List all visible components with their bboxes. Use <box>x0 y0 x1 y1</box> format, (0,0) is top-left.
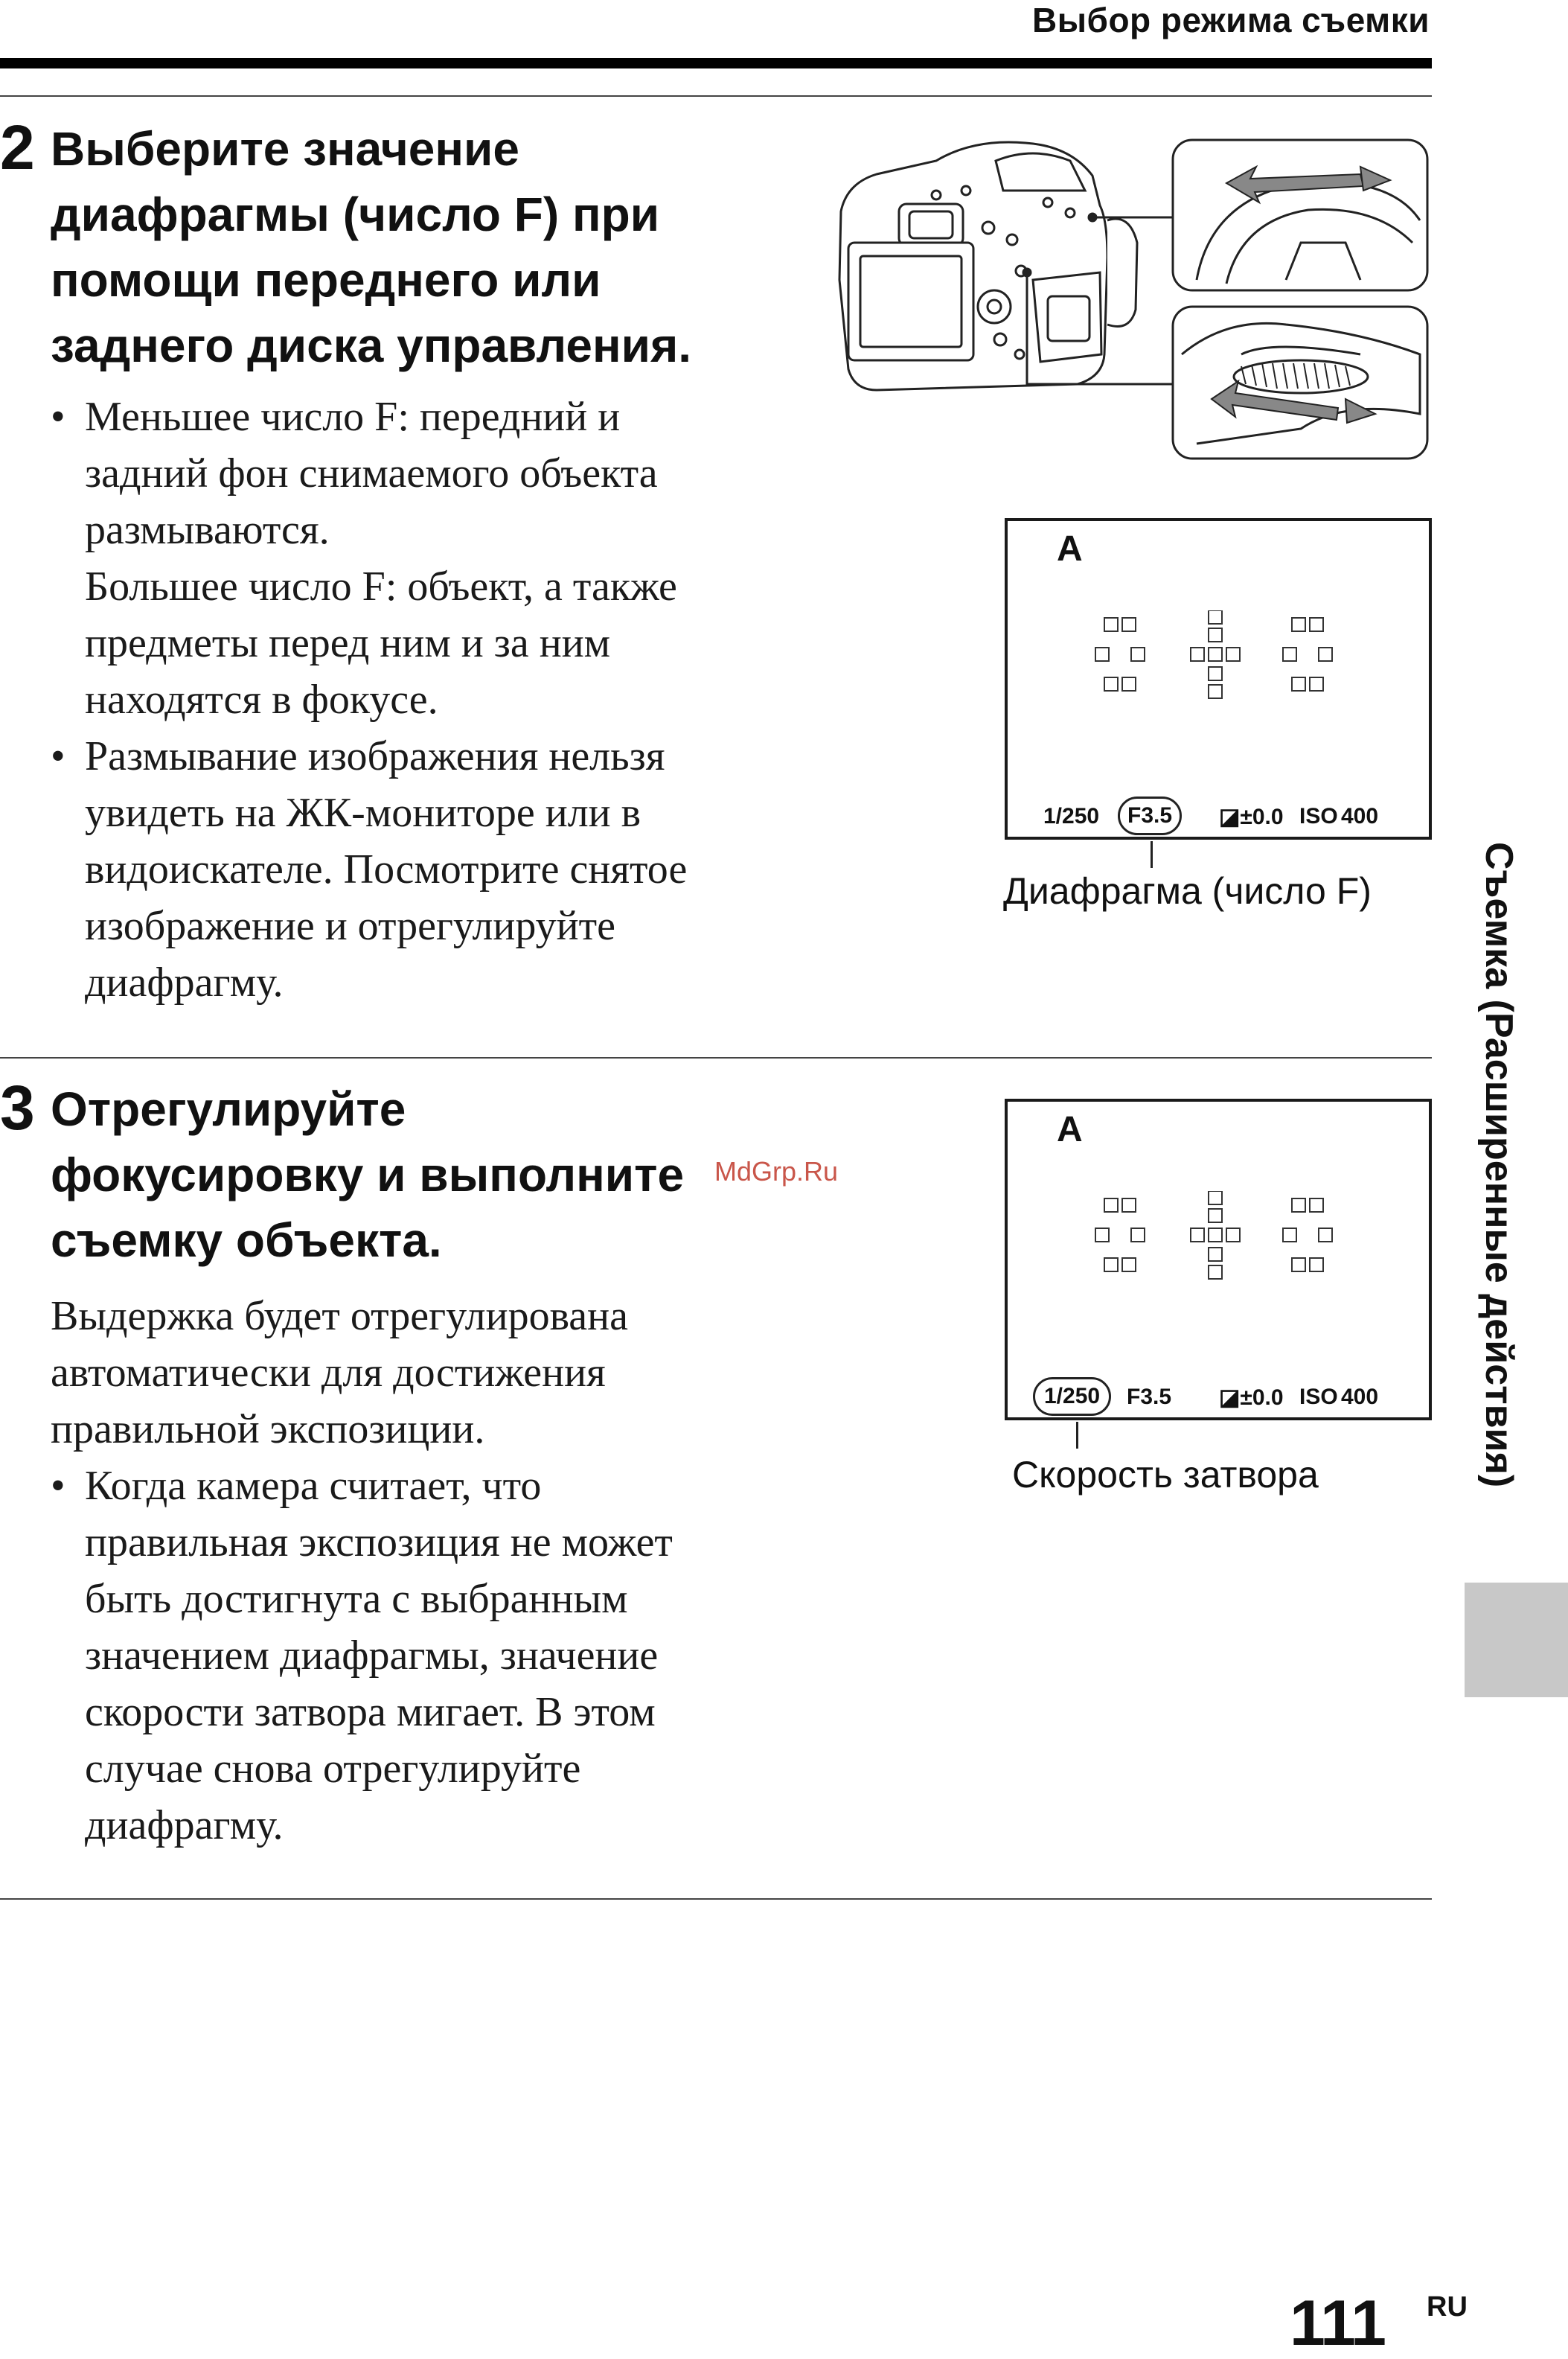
text-line: размываются. <box>85 507 330 553</box>
iso-value: 400 <box>1341 1385 1379 1409</box>
step-2-title <box>51 116 691 378</box>
step-2-body <box>51 389 839 1011</box>
text-line: автоматически для достижения <box>51 1350 606 1396</box>
exposure-comp <box>1219 804 1284 830</box>
section-divider-top <box>0 95 1432 97</box>
step-2-title-line: заднего диска управления. <box>51 319 692 372</box>
step-2-title-line: диафрагмы (число F) при <box>51 188 660 241</box>
watermark: MdGrp.Ru <box>714 1156 839 1187</box>
exposure-comp-value: ±0.0 <box>1240 1385 1284 1410</box>
bullet-item <box>51 728 839 1011</box>
exposure-comp-icon: ◪ <box>1219 1385 1241 1410</box>
page-language: RU <box>1427 2291 1468 2323</box>
step-3-title-line: Отрегулируйте <box>51 1082 406 1136</box>
text-line: правильной экспозиции. <box>51 1406 485 1452</box>
text-line: • Меньшее число F: передний и <box>85 394 621 440</box>
step-3-bullets <box>51 1458 839 1854</box>
caption-aperture: Диафрагма (число F) <box>1003 870 1372 912</box>
step-2-bullets <box>51 389 839 1011</box>
exposure-comp <box>1219 1385 1284 1411</box>
text-line: Выдержка будет отрегулирована <box>51 1293 628 1339</box>
text-line: видоискателе. Посмотрите снятое <box>85 846 688 893</box>
text-line: • Когда камера считает, что <box>85 1463 542 1509</box>
text-line: находятся в фокусе. <box>85 677 438 723</box>
callout-line <box>1151 841 1153 868</box>
text-line: Большее число F: объект, а также <box>85 564 677 610</box>
aperture-value: F3.5 <box>1127 1385 1172 1409</box>
exposure-comp-value: ±0.0 <box>1240 805 1284 829</box>
step-2-title-line: помощи переднего или <box>51 253 601 307</box>
chapter-tab-marker <box>1465 1583 1568 1697</box>
text-line: • Размывание изображения нельзя <box>85 733 665 779</box>
step-3-number: 3 <box>0 1073 35 1143</box>
shutter-value: 1/250 <box>1043 804 1100 829</box>
step-3-title <box>51 1076 684 1273</box>
text-line: диафрагму. <box>85 960 284 1006</box>
bullet-item <box>51 1458 839 1854</box>
text-line: случае снова отрегулируйте <box>85 1746 581 1792</box>
viewfinder-display-aperture <box>1005 518 1432 840</box>
viewfinder-display-shutter <box>1005 1099 1432 1420</box>
chapter-side-tab: Съемка (Расширенные действия) <box>1477 842 1520 1488</box>
mode-indicator: A <box>1057 1110 1083 1149</box>
aperture-value-circled: F3.5 <box>1118 797 1182 835</box>
step-2-title-line: Выберите значение <box>51 122 519 176</box>
af-points-icon <box>1089 610 1343 715</box>
af-points-icon <box>1089 1191 1343 1295</box>
text-line: диафрагму. <box>85 1802 284 1848</box>
section-divider-middle <box>0 1057 1432 1059</box>
iso-value: 400 <box>1341 804 1379 829</box>
exposure-comp-icon: ◪ <box>1219 805 1241 829</box>
page-number: 111 <box>1290 2288 1385 2359</box>
section-divider-bottom <box>0 1898 1432 1900</box>
step-3-body <box>51 1288 839 1854</box>
iso-label: ISO <box>1299 804 1338 829</box>
text-line: правильная экспозиция не может <box>85 1519 673 1565</box>
mode-indicator: A <box>1057 529 1083 569</box>
caption-shutter: Скорость затвора <box>1012 1454 1319 1495</box>
iso-label: ISO <box>1299 1385 1338 1409</box>
text-line: значением диафрагмы, значение <box>85 1632 659 1679</box>
step-2-number: 2 <box>0 112 35 182</box>
callout-line <box>1076 1422 1078 1449</box>
bullet-item <box>51 389 839 728</box>
text-line: задний фон снимаемого объекта <box>85 450 658 497</box>
running-header: Выбор режима съемки <box>1032 1 1430 39</box>
step-3-title-line: фокусировку и выполните <box>51 1148 685 1201</box>
text-line: быть достигнута с выбранным <box>85 1576 628 1622</box>
camera-illustration <box>825 131 1435 465</box>
text-line: изображение и отрегулируйте <box>85 903 615 949</box>
shutter-value-circled: 1/250 <box>1033 1377 1111 1416</box>
text-line: предметы перед ним и за ним <box>85 620 611 666</box>
step-3-title-line: съемку объекта. <box>51 1213 442 1267</box>
header-rule <box>0 58 1432 68</box>
text-line: увидеть на ЖК-мониторе или в <box>85 790 641 836</box>
text-line: скорости затвора мигает. В этом <box>85 1689 656 1735</box>
